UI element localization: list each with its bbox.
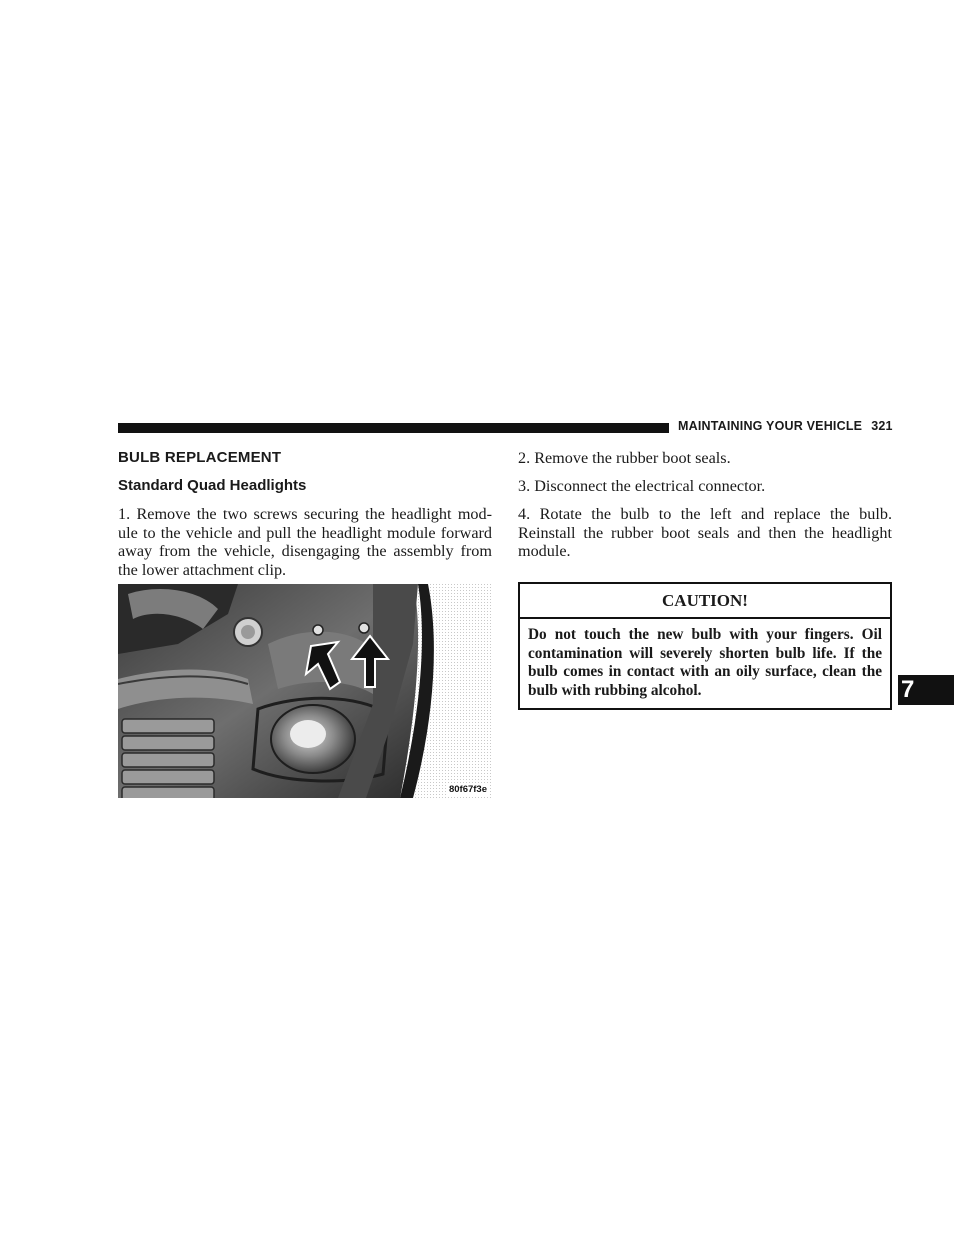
engine-bay-drawing xyxy=(118,584,493,798)
caution-title: CAUTION! xyxy=(520,584,890,619)
chapter-tab: 7 xyxy=(898,675,954,705)
page-number: 321 xyxy=(871,419,893,433)
figure-code: 80f67f3e xyxy=(448,784,487,795)
subsection-title: Standard Quad Headlights xyxy=(118,477,307,494)
caution-box xyxy=(518,582,892,710)
header-rule xyxy=(118,423,669,433)
header-section-name: MAINTAINING YOUR VEHICLE xyxy=(678,419,863,433)
headlight-illustration xyxy=(118,584,493,798)
running-header xyxy=(678,419,892,433)
step-3-text: 3. Disconnect the electrical connector. xyxy=(518,477,766,495)
step-4-text: 4. Rotate the bulb to the left and replace the bulb. Reinstall the rubber boot seals and then the headlight module. xyxy=(518,505,892,561)
step-1-text: 1. Remove the two screws securing the headlight mod-ule to the vehicle and pull the headlight module forward away from the vehicle, disengaging the assembly from the lower attachment clip. xyxy=(118,505,492,580)
caution-text: Do not touch the new bulb with your fingers. Oil contamination will severely shorten bulb life. If the bulb comes in contact with an oily surface, clean the bulb with rubbing alcohol. xyxy=(528,626,882,700)
section-title: BULB REPLACEMENT xyxy=(118,449,282,466)
step-2-text: 2. Remove the rubber boot seals. xyxy=(518,449,731,467)
